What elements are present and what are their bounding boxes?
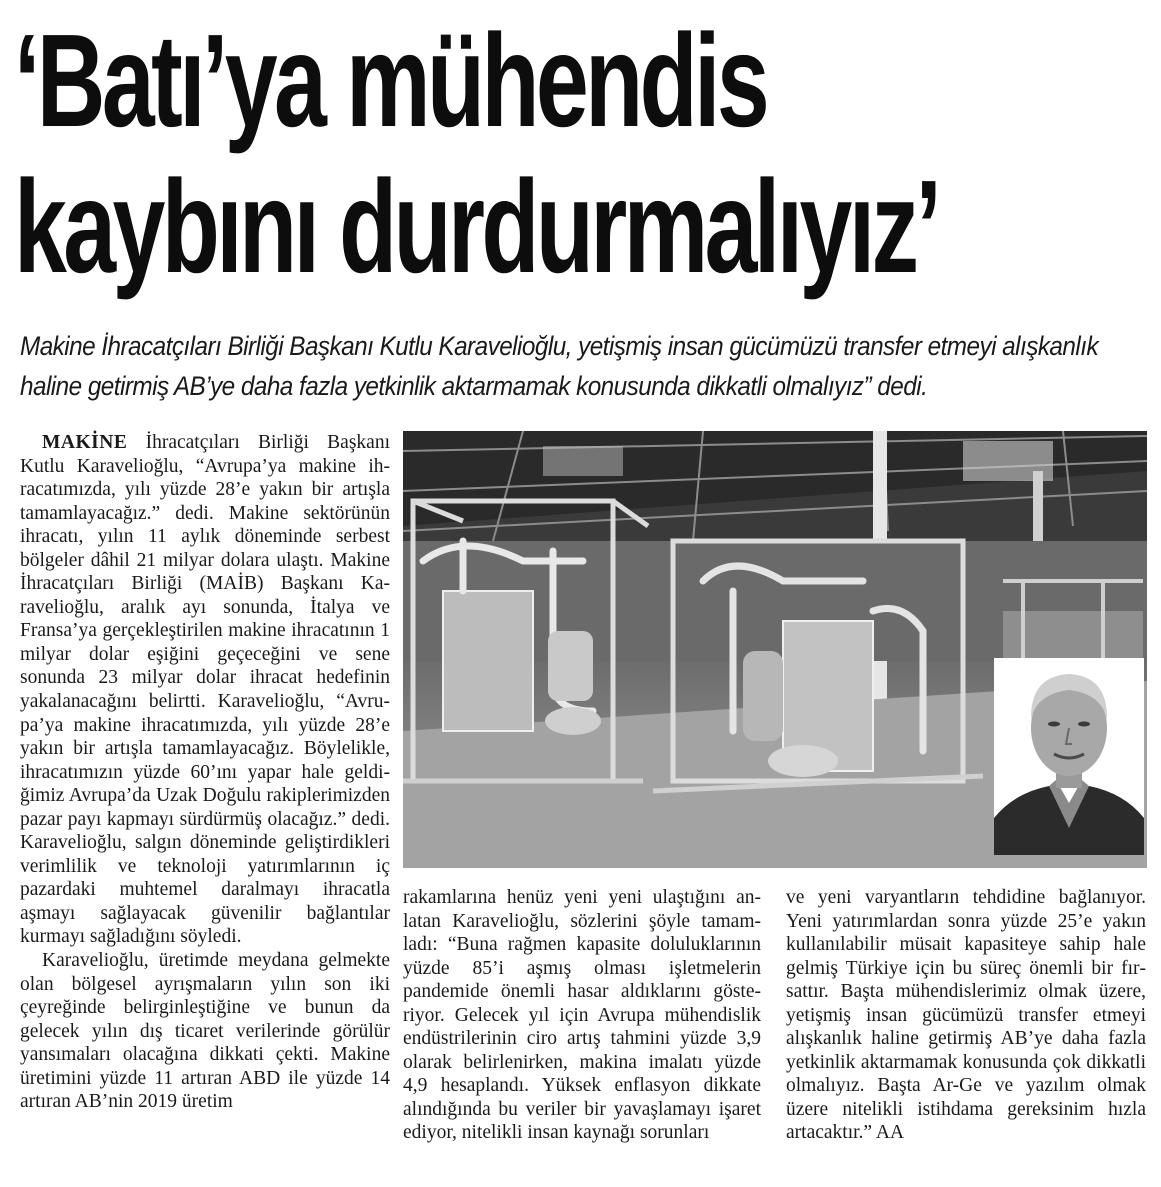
paragraph: ve yeni varyantların tehdidine bağlanıyor. Yeni yatırımlardan sonra yüzde 25’e yakın kullanılabilir müsait kapasiteye sahip hale gelmiş Türkiye için bu süreç önemli bir fırsattır. Başta mühendislerimiz olmak üzere, yetişmiş insan gücümüzü transfer etmeyi alışkanlık haline getirmiş AB’ye daha fazla yetkinlik aktarmamak konusunda çok dikkatli olmalıyız. Başta Ar-Ge ve yazılım olmak üzere nitelikli istihdama gereksinim hızla artacaktır.” AA bbox=[786, 887, 1146, 1144]
article-column-1 bbox=[20, 431, 390, 1114]
paragraph bbox=[20, 431, 390, 949]
lead-word: MAKİNE bbox=[42, 432, 128, 453]
headline bbox=[14, 7, 939, 300]
standfirst: Makine İhracatçıları Birliği Başkanı Kutlu Karavelioğlu, yetişmiş insan gücümüzü transfer etmeyi alışkanlık haline getirmiş AB’ye daha fazla yetkinlik aktarmamak konusunda dikkatli olmalıyız” dedi. bbox=[20, 331, 1099, 401]
paragraph: rakamlarına henüz yeni yeni ulaştığını anlatan Karavelioğlu, sözlerini şöyle tamamladı: “Buna rağmen kapasite doluluklarının yüzde 85’i aşmış olması işletmelerin pandemide önemli hasar aldıklarını gösteriyor. Gelecek yıl için Avrupa mühendislik endüstrilerinin ciro artış tahmini yüzde 3,9 olarak belirlenirken, makina imalatı yüzde 4,9 hesaplandı. Yüksek enflasyon dikkate alındığında bu veriler bir yavaşlamayı işaret ediyor, nitelikli insan kaynağı sorunları bbox=[403, 887, 761, 1144]
article-column-3 bbox=[786, 886, 1146, 1145]
headline-line-1: ‘Batı’ya mühendis bbox=[14, 7, 767, 154]
headline-line-2: kaybını durdurmalıyız’ bbox=[14, 153, 939, 300]
paragraph-text: İhracatçıları Birliği Başkanı Kutlu Karavelioğlu, “Avrupa’ya makine ihracatımızda, yılı yüzde 28’e yakın bir artışla tamamlayacağız.” dedi. Makine sektörünün ihracatı, yılın 11 aylık döneminde serbest bölgeler dâhil 21 milyar dolara ulaştı. Makine İhracatçıları Birliği (MAİB) Başkanı Karavelioğlu, aralık ayı sonunda, İtalya ve Fransa’ya gerçekleştirilen makine ihracatının 1 milyar dolar eşiğini geçeceğini ve sene sonunda 23 milyar dolar ihracat hedefinin yakalanacağını belirtti. Karavelioğlu, “Avrupa’ya makine ihracatımızda, yılı yüzde 28’e yakın bir artışla tamamlayacağız. Böylelikle, ihracatımızın yüzde 60’ını yapar hale geldiğimiz Avrupa’da Uzak Doğulu rakiplerimizden pazar payı kapmayı sürdürmüş olacağız.” dedi. Karavelioğlu, salgın döneminde geliştirdikleri verimlilik ve teknoloji yatırımlarının iç pazardaki muhtemel daralmayı ihracatla aşmayı sağlayacak güvenilir bağlantılar kurmayı sağladığını söyledi. bbox=[20, 432, 390, 948]
portrait-photo bbox=[994, 658, 1144, 855]
paragraph: Karavelioğlu, üretimde meydana gelmekte olan bölgesel ayrışmaların yılın son iki çeyreğinde belirginleştiğine ve bunun da gelecek yılın dış ticaret verilerinde görülür yansımaları olacağına dikkati çekti. Makine üretimini yüzde 11 artıran ABD ile yüzde 14 artıran AB’nin 2019 üretim bbox=[20, 950, 390, 1113]
article-column-2 bbox=[403, 886, 761, 1145]
